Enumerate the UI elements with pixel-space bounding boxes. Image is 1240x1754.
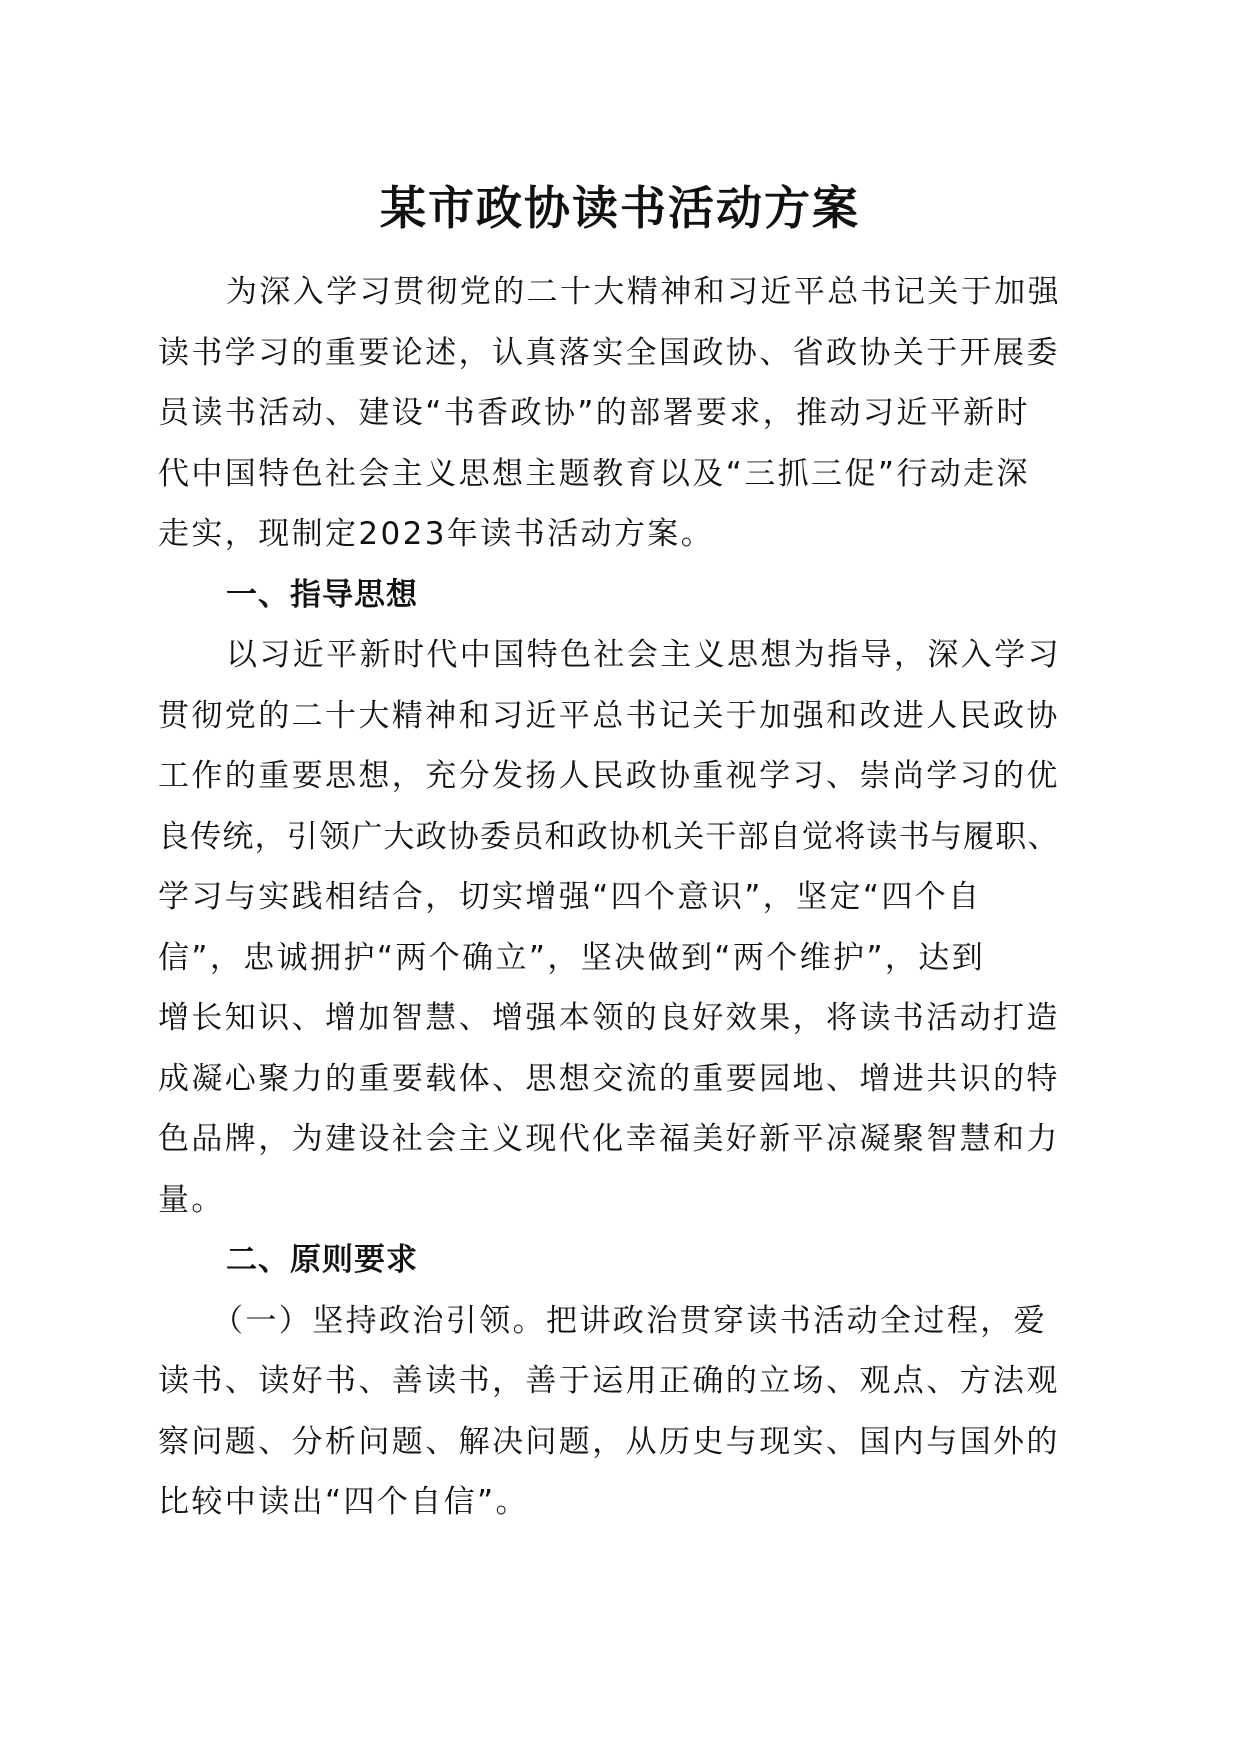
text-line: 读书、读好书、善读书，善于运用正确的立场、观点、方法观	[158, 1363, 1060, 1399]
text-line: 员读书活动、建设“书香政协”的部署要求，推动习近平新时	[158, 395, 1030, 431]
paragraph-guiding-thought	[158, 625, 1078, 1230]
text-line: 察问题、分析问题、解决问题，从历史与现实、国内与国外的	[158, 1423, 1060, 1460]
document-title: 某市政协读书活动方案	[380, 181, 860, 235]
text-line: 比较中读出“四个自信”。	[158, 1484, 529, 1520]
text-line: 学习与实践相结合，切实增强“四个意识”，坚定“四个自	[158, 879, 982, 915]
text-line: 读书学习的重要论述，认真落实全国政协、省政协关于开展委	[158, 334, 1060, 371]
text-line: 信”，忠诚拥护“两个确立”，坚决做到“两个维护”，达到	[158, 939, 986, 976]
text-line: 良传统，引领广大政协委员和政协机关干部自觉将读书与履职、	[158, 818, 1060, 855]
paragraph-intro	[158, 262, 1078, 565]
paragraph-principles-1	[158, 1291, 1078, 1533]
text-line: 贯彻党的二十大精神和习近平总书记关于加强和改进人民政协	[158, 697, 1060, 734]
text-line: 成凝心聚力的重要载体、思想交流的重要园地、增进共识的特	[158, 1060, 1060, 1097]
text-line: （一）坚持政治引领。把讲政治贯穿读书活动全过程，爱	[212, 1302, 1047, 1339]
section-heading-principles: 二、原则要求	[226, 1242, 418, 1278]
text-line: 工作的重要思想，充分发扬人民政协重视学习、崇尚学习的优	[158, 758, 1060, 794]
text-line: 走实，现制定2023年读书活动方案。	[158, 516, 715, 552]
text-line: 以习近平新时代中国特色社会主义思想为指导，深入学习	[226, 637, 1061, 673]
text-line: 色品牌，为建设社会主义现代化幸福美好新平凉凝聚智慧和力	[158, 1121, 1060, 1157]
section-heading-guiding-thought: 一、指导思想	[226, 576, 418, 613]
text-line: 量。	[158, 1181, 225, 1218]
text-line: 为深入学习贯彻党的二十大精神和习近平总书记关于加强	[226, 274, 1061, 310]
text-line: 增长知识、增加智慧、增强本领的良好效果，将读书活动打造	[158, 1000, 1060, 1036]
document-body	[158, 262, 1078, 1533]
text-line: 代中国特色社会主义思想主题教育以及“三抓三促”行动走深	[158, 455, 1030, 492]
